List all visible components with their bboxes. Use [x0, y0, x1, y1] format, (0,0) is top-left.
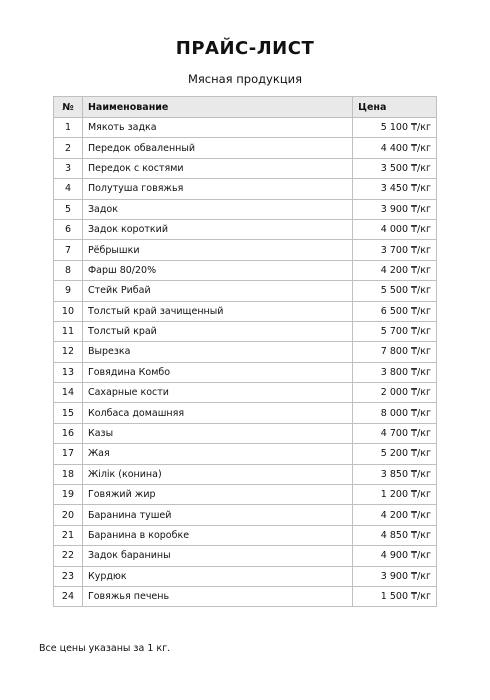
product-name: Говядина Комбо: [82, 362, 352, 382]
product-name: Задок короткий: [82, 219, 352, 239]
footnote: Все цены указаны за 1 кг.: [39, 643, 171, 654]
table-row: [54, 403, 437, 423]
product-price: 3 850 ₸/кг: [353, 464, 437, 484]
product-name: Курдюк: [82, 566, 352, 586]
product-price: 4 900 ₸/кг: [353, 546, 437, 566]
row-number: 5: [54, 199, 83, 219]
product-name: Фарш 80/20%: [82, 260, 352, 280]
product-name: Говяжий жир: [82, 485, 352, 505]
table-row: [54, 383, 437, 403]
product-price: 6 500 ₸/кг: [353, 301, 437, 321]
product-price: 4 700 ₸/кг: [353, 423, 437, 443]
product-price: 4 850 ₸/кг: [353, 525, 437, 545]
table-row: [54, 199, 437, 219]
product-price: 5 500 ₸/кг: [353, 281, 437, 301]
product-name: Стейк Рибай: [82, 281, 352, 301]
row-number: 23: [54, 566, 83, 586]
table-row: [54, 118, 437, 138]
product-name: Жая: [82, 444, 352, 464]
product-name: Толстый край зачищенный: [82, 301, 352, 321]
table-row: [54, 321, 437, 341]
table-row: [54, 444, 437, 464]
row-number: 17: [54, 444, 83, 464]
product-name: Сахарные кости: [82, 383, 352, 403]
table-row: [54, 464, 437, 484]
product-price: 7 800 ₸/кг: [353, 342, 437, 362]
product-name: Баранина тушей: [82, 505, 352, 525]
row-number: 19: [54, 485, 83, 505]
product-price: 5 200 ₸/кг: [353, 444, 437, 464]
product-price: 4 000 ₸/кг: [353, 219, 437, 239]
product-price: 3 450 ₸/кг: [353, 179, 437, 199]
row-number: 1: [54, 118, 83, 138]
product-name: Казы: [82, 423, 352, 443]
header-number: №: [54, 97, 83, 118]
table-row: [54, 362, 437, 382]
product-price: 5 700 ₸/кг: [353, 321, 437, 341]
product-price: 3 900 ₸/кг: [353, 199, 437, 219]
product-price: 4 200 ₸/кг: [353, 260, 437, 280]
product-price: 5 100 ₸/кг: [353, 118, 437, 138]
product-name: Мякоть задка: [82, 118, 352, 138]
row-number: 20: [54, 505, 83, 525]
table-row: [54, 240, 437, 260]
table-row: [54, 342, 437, 362]
header-price: Цена: [353, 97, 437, 118]
price-table-body: [54, 118, 437, 607]
table-row: [54, 281, 437, 301]
row-number: 21: [54, 525, 83, 545]
row-number: 4: [54, 179, 83, 199]
product-price: 3 500 ₸/кг: [353, 158, 437, 178]
product-name: Передок с костями: [82, 158, 352, 178]
table-row: [54, 138, 437, 158]
page-subtitle: Мясная продукция: [187, 72, 303, 86]
product-price: 3 800 ₸/кг: [353, 362, 437, 382]
header-name: Наименование: [82, 97, 352, 118]
product-name: Колбаса домашняя: [82, 403, 352, 423]
product-name: Задок: [82, 199, 352, 219]
product-price: 3 900 ₸/кг: [353, 566, 437, 586]
product-price: 4 400 ₸/кг: [353, 138, 437, 158]
table-row: [54, 566, 437, 586]
product-name: Жiлiк (конина): [82, 464, 352, 484]
row-number: 12: [54, 342, 83, 362]
price-table: [53, 96, 437, 607]
row-number: 13: [54, 362, 83, 382]
row-number: 24: [54, 586, 83, 606]
table-row: [54, 179, 437, 199]
product-price: 3 700 ₸/кг: [353, 240, 437, 260]
product-name: Передок обваленный: [82, 138, 352, 158]
product-name: Баранина в коробке: [82, 525, 352, 545]
product-price: 4 200 ₸/кг: [353, 505, 437, 525]
table-row: [54, 423, 437, 443]
row-number: 16: [54, 423, 83, 443]
table-row: [54, 525, 437, 545]
row-number: 2: [54, 138, 83, 158]
table-row: [54, 158, 437, 178]
product-name: Полутуша говяжья: [82, 179, 352, 199]
table-row: [54, 586, 437, 606]
table-row: [54, 485, 437, 505]
product-price: 8 000 ₸/кг: [353, 403, 437, 423]
row-number: 9: [54, 281, 83, 301]
row-number: 18: [54, 464, 83, 484]
product-price: 1 500 ₸/кг: [353, 586, 437, 606]
row-number: 10: [54, 301, 83, 321]
page-title: ПРАЙС-ЛИСТ: [175, 38, 315, 59]
table-row: [54, 546, 437, 566]
row-number: 6: [54, 219, 83, 239]
table-row: [54, 301, 437, 321]
product-name: Вырезка: [82, 342, 352, 362]
row-number: 22: [54, 546, 83, 566]
table-row: [54, 260, 437, 280]
row-number: 15: [54, 403, 83, 423]
row-number: 7: [54, 240, 83, 260]
product-price: 1 200 ₸/кг: [353, 485, 437, 505]
row-number: 8: [54, 260, 83, 280]
product-price: 2 000 ₸/кг: [353, 383, 437, 403]
table-row: [54, 505, 437, 525]
row-number: 14: [54, 383, 83, 403]
product-name: Говяжья печень: [82, 586, 352, 606]
row-number: 11: [54, 321, 83, 341]
table-row: [54, 219, 437, 239]
row-number: 3: [54, 158, 83, 178]
product-name: Задок баранины: [82, 546, 352, 566]
table-header-row: [54, 97, 437, 118]
product-name: Толстый край: [82, 321, 352, 341]
product-name: Рёбрышки: [82, 240, 352, 260]
